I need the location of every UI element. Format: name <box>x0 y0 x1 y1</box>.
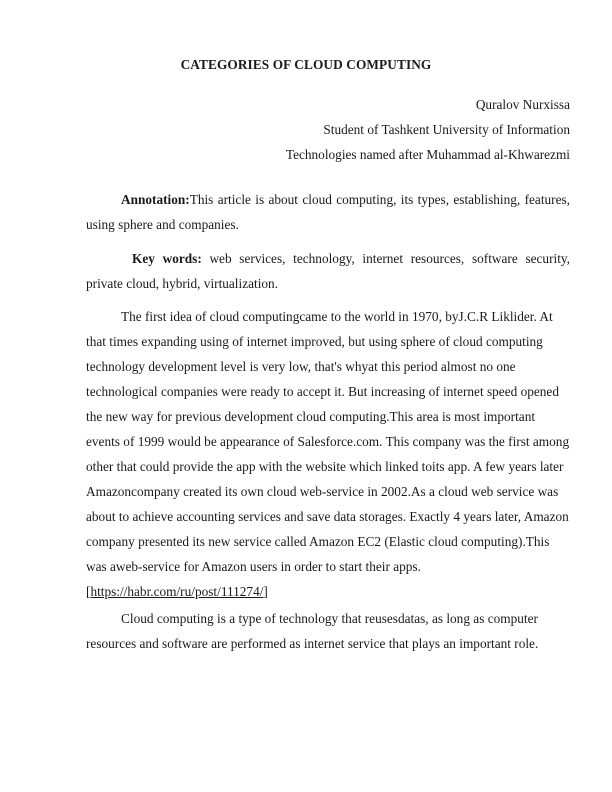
reference-close-bracket: ] <box>263 584 268 599</box>
body-paragraph-1-text: The first idea of cloud computingcame to the world in 1970, byJ.C.R Liklider. At that times expanding using of internet improved, but using sphere of cloud computing technology development level is very low, that's whyat this period almost no one technological companies were ready to accept it. But increasing of internet speed opened the new way for previous development cloud computing.This area is most important events of 1999 would be appearance of Salesforce.com. This company was the first among other that could provide the app with the website which linked toits app. A few years later Amazoncompany created its own cloud web-service in 2002.As a cloud web service was about to achieve accounting services and save data storages. Exactly 4 years later, Amazon company presented its new service called Amazon EC2 (Elastic cloud computing).This was aweb-service for Amazon users in order to start their apps. <box>86 309 570 574</box>
annotation-paragraph <box>86 187 570 237</box>
author-affiliation-line-2: Technologies named after Muhammad al-Khwarezmi <box>285 147 570 162</box>
author-affiliation-line-1: Student of Tashkent University of Information <box>323 122 570 137</box>
keywords-text: web services, technology, internet resources, software security, private cloud, hybrid, virtualization. <box>86 251 570 291</box>
body-paragraph-2-text: Cloud computing is a type of technology that reusesdatas, as long as computer resources and software are performed as internet service that plays an important role. <box>86 611 539 651</box>
annotation-text: This article is about cloud computing, its types, establishing, features, using sphere and companies. <box>86 192 570 232</box>
author-block <box>286 92 570 167</box>
author-name: Quralov Nurxissa <box>475 97 570 112</box>
reference-link[interactable]: https://habr.com/ru/post/111274/ <box>90 584 264 599</box>
paper-title: CATEGORIES OF CLOUD COMPUTING <box>180 57 432 72</box>
keywords-paragraph <box>86 246 570 296</box>
reference-open-bracket: [ <box>86 584 91 599</box>
keywords-label: Key words: <box>132 251 202 266</box>
body-paragraph-2 <box>86 606 570 656</box>
body-paragraph-1 <box>86 304 570 604</box>
annotation-label: Annotation: <box>121 192 190 207</box>
